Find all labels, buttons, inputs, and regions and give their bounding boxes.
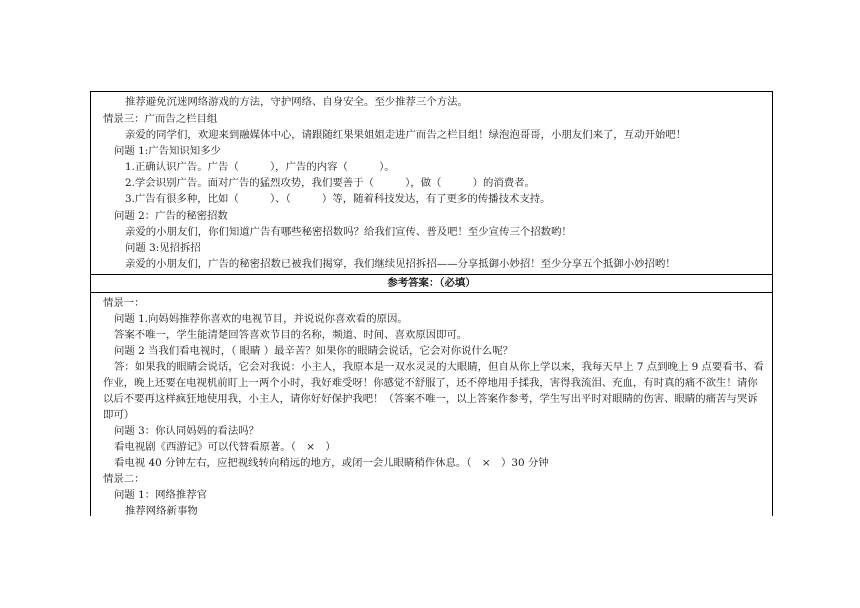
answer-paragraph: 答：如果我的眼睛会说话，它会对我说：小主人，我原本是一双水灵灵的大眼睛，但自从你上学以来，我每天早上 7 点到晚上 9 点要看书、看作业，晚上还要在电视机前盯上一两个小时，我好难受呀！你感觉不舒服了，还不停地用手揉我，害得我流泪、充血，有时真的痛不欲生！请你以后不要再这样疯狂地使用我，小主人，请你好好保护我吧！（答案不唯一，以上答案作参考，学生写出平时对眼睛的伤害、眼睛的痛苦与哭诉即可） [103,361,764,421]
question-heading: 问题 1：网络推荐官 [114,489,208,501]
text-line: 3.广告有很多种，比如（ ）、（ ）等，随着科技发达，有了更多的传播技术支持。 [125,193,551,205]
text-line: 推荐网络新事物 [125,505,198,517]
section-heading: 情景二： [103,473,145,485]
text-line: 2.学会识别广告。面对广告的猛烈攻势，我们要善于（ ），做（ ）的消费者。 [125,177,535,189]
row-divider [91,292,772,293]
text-line: 看电视 40 分钟左右，应把视线转向稍远的地方，或闭一会儿眼睛稍作休息。（ × ）30 分钟 [114,457,549,469]
section-heading: 情景一： [103,297,145,309]
text-line: 亲爱的小朋友们，广告的秘密招数已被我们揭穿，我们继续见招拆招——分享抵御小妙招！至少分享五个抵御小妙招哟！ [125,258,676,270]
text-line: 问题 3：你认同妈妈的看法吗？ [114,425,259,437]
text-line: 1.正确认识广告。广告（ ），广告的内容（ ）。 [125,161,395,173]
text-line: 亲爱的同学们，欢迎来到融媒体中心，请跟随红果果姐姐走进广而告之栏目组！绿泡泡哥哥，小朋友们来了，互动开始吧！ [125,129,687,141]
text-line: 问题 1.向妈妈推荐你喜欢的电视节目，并说说你喜欢看的原因。 [114,313,408,325]
text-line: 亲爱的小朋友们，你们知道广告有哪些秘密招数吗？给我们宣传、普及吧！至少宣传三个招数哟！ [125,226,572,238]
text-line: 看电视剧《西游记》可以代替看原著。（ × ） [114,441,336,453]
text-line: 问题 2 当我们看电视时，（ 眼睛 ）最辛苦？如果你的眼睛会说话，它会对你说什么呢？ [114,345,514,357]
question-heading: 问题 1:广告知识知多少 [114,145,221,157]
text-line: 答案不唯一，学生能清楚回答喜欢节目的名称，频道、时间、喜欢原因即可。 [114,329,468,341]
section-heading: 情景三：广而告之栏目组 [103,113,218,125]
text-line: 推荐避免沉迷网络游戏的方法，守护网络、自身安全。至少推荐三个方法。 [125,96,468,108]
question-heading: 问题 2：广告的秘密招数 [114,210,228,222]
answer-header: 参考答案：（必填） [387,277,476,289]
document-table [90,91,773,516]
question-heading: 问题 3:见招拆招 [125,242,201,254]
